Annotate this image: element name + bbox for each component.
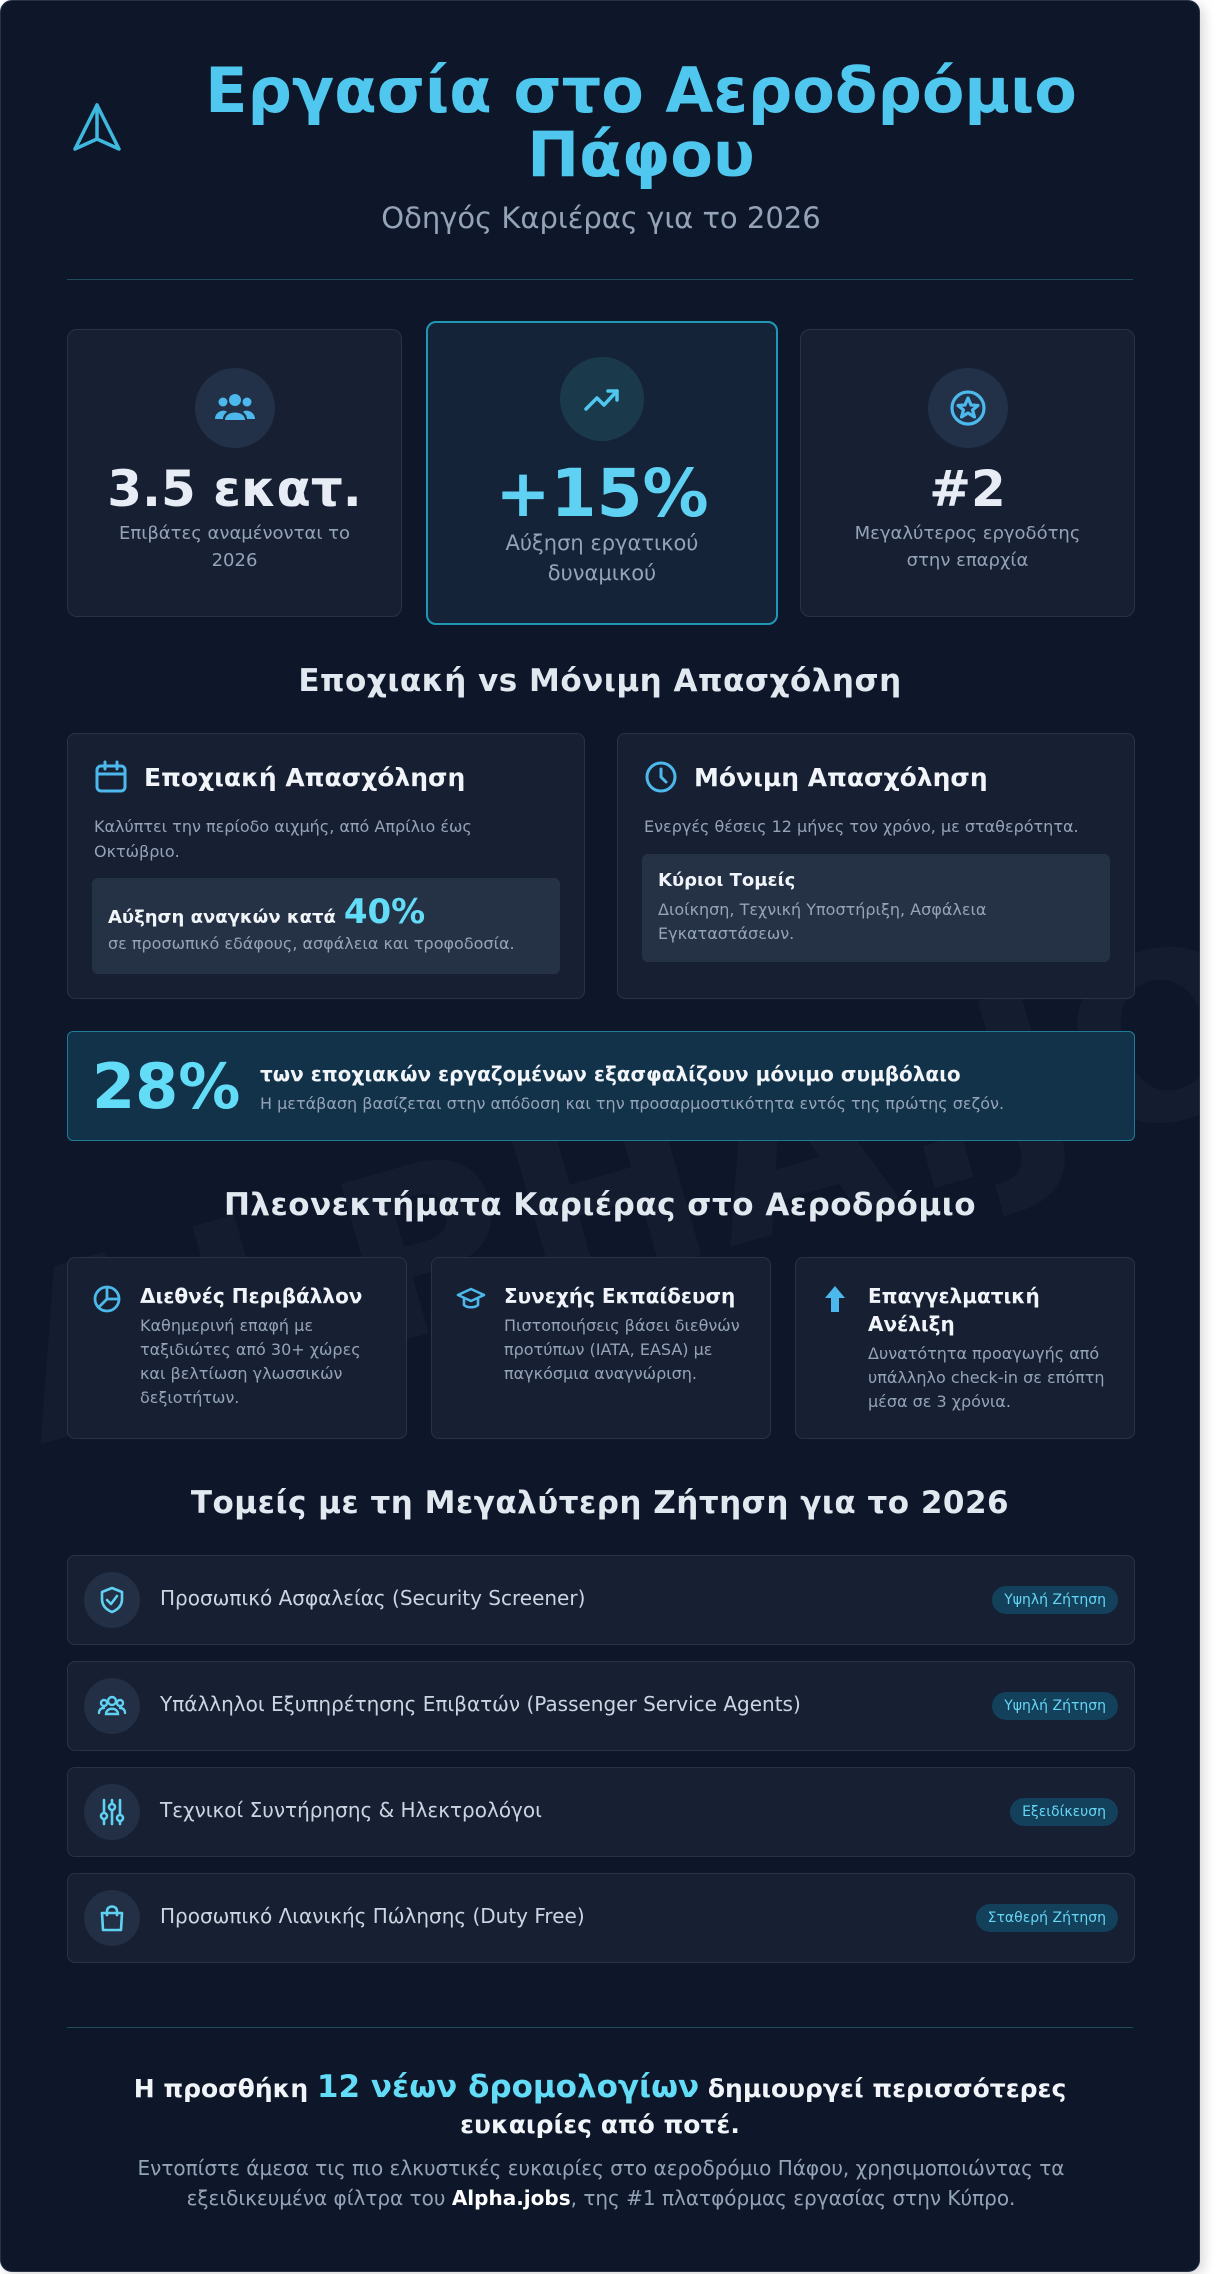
- status-badge: Σταθερή Ζήτηση: [976, 1904, 1118, 1932]
- demand-row: [67, 1661, 1135, 1751]
- advantage-title: Διεθνές Περιβάλλον: [140, 1284, 363, 1308]
- conversion-banner: [67, 1031, 1135, 1141]
- trending-up-icon: [560, 357, 644, 441]
- globe-icon: [92, 1284, 122, 1314]
- advantage-card: [67, 1257, 407, 1439]
- brand-name: Alpha.jobs: [451, 2186, 571, 2210]
- demand-row: [67, 1873, 1135, 1963]
- section-title-advantages: Πλεονεκτήματα Καριέρας στο Αεροδρόμιο: [223, 1187, 977, 1223]
- stat-label: Επιβάτες αναμένονται το 2026: [119, 523, 350, 571]
- banner-value: 28%: [92, 1050, 241, 1123]
- divider: [67, 279, 1133, 280]
- seasonal-highlight-box: [92, 878, 560, 974]
- footer-desc-pre: Εντοπίστε άμεσα τις πιο ελκυστικές ευκαιρίες στο αεροδρόμιο Πάφου, χρησιμοποιώντας τα εξειδικευμένα φίλτρα του: [137, 2156, 1065, 2210]
- footer-description: [101, 2153, 1101, 2213]
- seasonal-employment-card: [67, 733, 585, 999]
- card-desc: Καλύπτει την περίοδο αιχμής, από Απρίλιο έως Οκτώβριο.: [94, 817, 472, 861]
- people-group-icon: [84, 1678, 140, 1734]
- footer-highlight: 12 νέων δρομολογίων: [316, 2069, 700, 2105]
- footer-lead: Η προσθήκη: [133, 2074, 309, 2103]
- footer-tail: δημιουργεί περισσότερες ευκαιρίες από ποτέ.: [460, 2074, 1067, 2139]
- key-sectors-desc: Διοίκηση, Τεχνική Υποστήριξη, Ασφάλεια Εγκαταστάσεων.: [658, 900, 987, 943]
- graduation-cap-icon: [456, 1284, 486, 1314]
- clock-icon: [644, 760, 678, 794]
- shopping-bag-icon: [84, 1890, 140, 1946]
- arrow-up-icon: [820, 1284, 850, 1314]
- section-title-employment: Εποχιακή vs Μόνιμη Απασχόληση: [298, 663, 902, 699]
- status-badge: Υψηλή Ζήτηση: [992, 1692, 1118, 1720]
- stat-card-employer: [800, 329, 1135, 617]
- advantage-desc: Καθημερινή επαφή με ταξιδιώτες από 30+ χώρες και βελτίωση γλωσσικών δεξιοτήτων.: [140, 1316, 361, 1407]
- demand-row: [67, 1555, 1135, 1645]
- demand-label: Προσωπικό Ασφαλείας (Security Screener): [160, 1586, 586, 1610]
- users-icon: [195, 368, 275, 448]
- stat-value: 3.5 εκατ.: [107, 460, 362, 518]
- advantage-desc: Πιστοποιήσεις βάσει διεθνών προτύπων (IATA, EASA) με παγκόσμια αναγνώριση.: [504, 1316, 740, 1383]
- card-title: Μόνιμη Απασχόληση: [694, 762, 988, 792]
- page-subtitle: Οδηγός Καριέρας για το 2026: [381, 201, 821, 235]
- highlight-desc: σε προσωπικό εδάφους, ασφάλεια και τροφοδοσία.: [108, 934, 515, 953]
- stat-value: +15%: [495, 455, 709, 532]
- status-badge: Εξειδίκευση: [1010, 1798, 1118, 1826]
- divider: [67, 2027, 1133, 2028]
- sliders-icon: [84, 1784, 140, 1840]
- stat-card-passengers: [67, 329, 402, 617]
- demand-label: Προσωπικό Λιανικής Πώλησης (Duty Free): [160, 1904, 585, 1928]
- advantage-card: [795, 1257, 1135, 1439]
- stat-card-workforce: [426, 321, 778, 625]
- stat-value: #2: [929, 460, 1006, 518]
- key-sectors-title: Κύριοι Τομείς: [658, 870, 796, 891]
- advantage-card: [431, 1257, 771, 1439]
- banner-desc: Η μετάβαση βασίζεται στην απόδοση και την προσαρμοστικότητα εντός της πρώτης σεζόν.: [260, 1094, 1005, 1113]
- advantage-desc: Δυνατότητα προαγωγής από υπάλληλο check-in σε επόπτη μέσα σε 3 χρόνια.: [868, 1344, 1105, 1411]
- status-badge: Υψηλή Ζήτηση: [992, 1586, 1118, 1614]
- card-desc: Ενεργές θέσεις 12 μήνες τον χρόνο, με σταθερότητα.: [644, 817, 1079, 836]
- star-badge-icon: [928, 368, 1008, 448]
- highlight-value: 40%: [343, 892, 426, 932]
- demand-label: Υπάλληλοι Εξυπηρέτησης Επιβατών (Passenger Service Agents): [160, 1692, 801, 1716]
- stat-label: Αύξηση εργατικού δυναμικού: [505, 531, 699, 585]
- permanent-employment-card: [617, 733, 1135, 999]
- calendar-icon: [94, 760, 128, 794]
- key-sectors-box: [642, 854, 1110, 962]
- highlight-lead: Αύξηση αναγκών κατά: [108, 907, 336, 928]
- banner-title: των εποχιακών εργαζομένων εξασφαλίζουν μόνιμο συμβόλαιο: [260, 1062, 961, 1086]
- advantage-title: Συνεχής Εκπαίδευση: [504, 1284, 736, 1308]
- page-title: Εργασία στο Αεροδρόμιο Πάφου: [205, 54, 1077, 191]
- paper-plane-icon: [71, 101, 123, 153]
- footer-desc-post: , της #1 πλατφόρμας εργασίας στην Κύπρο.: [570, 2186, 1016, 2210]
- card-title: Εποχιακή Απασχόληση: [144, 762, 466, 792]
- footer-headline: [67, 2069, 1133, 2143]
- section-title-demand: Τομείς με τη Μεγαλύτερη Ζήτηση για το 2026: [190, 1485, 1010, 1521]
- demand-label: Τεχνικοί Συντήρησης & Ηλεκτρολόγοι: [160, 1798, 542, 1822]
- stat-label: Μεγαλύτερος εργοδότης στην επαρχία: [854, 523, 1081, 571]
- demand-row: [67, 1767, 1135, 1857]
- advantage-title: Επαγγελματική Ανέλιξη: [868, 1284, 1040, 1336]
- shield-check-icon: [84, 1572, 140, 1628]
